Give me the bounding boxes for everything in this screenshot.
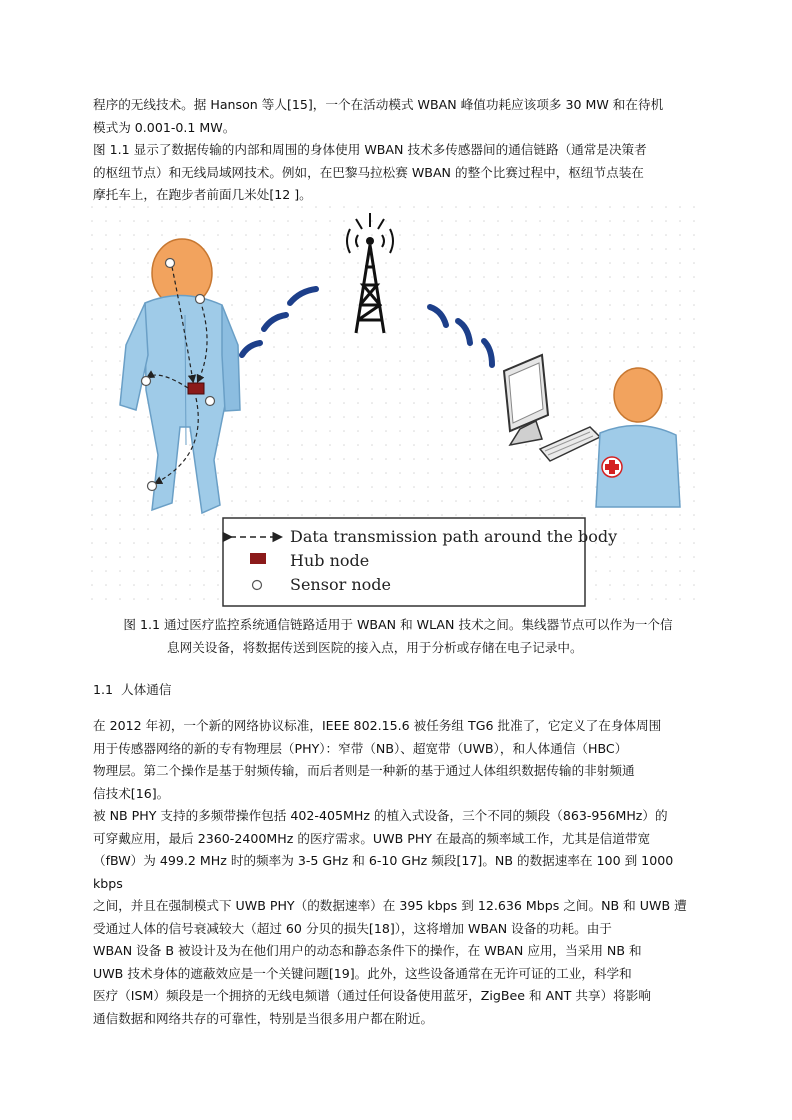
section-heading (93, 679, 171, 698)
legend-hub-icon (250, 553, 266, 564)
text-line: 在 2012 年初，一个新的网络协议标准，IEEE 802.15.6 被任务组 TG6 批准了，它定义了在身体周围 (93, 718, 662, 733)
sensor-node (148, 482, 157, 491)
figure-caption (93, 614, 703, 659)
caption-line: 息网关设备，将数据传送到医院的接入点，用于分析或存储在电子记录中。 (167, 639, 583, 655)
text-line: WBAN 设备 B 被设计及为在他们用户的动态和静态条件下的操作，在 WBAN 应用，当采用 NB 和 (93, 943, 642, 958)
text-line: 模式为 0.001-0.1 MW。 (93, 119, 236, 135)
wban-illustration (90, 205, 702, 608)
legend-path-label: Data transmission path around the body (290, 527, 618, 546)
figure-wban-diagram (90, 205, 702, 608)
sensor-node (166, 259, 175, 268)
text-line: 通信数据和网络共存的可靠性，特别是当很多用户都在附近。 (93, 1010, 434, 1026)
legend-hub-label: Hub node (290, 551, 370, 570)
sensor-node (142, 377, 151, 386)
text-line: 的枢纽节点）和无线局域网技术。例如，在巴黎马拉松赛 WBAN 的整个比赛过程中，枢纽节点装在 (93, 164, 644, 180)
text-line: 信技术[16]。 (93, 785, 170, 801)
text-line: 程序的无线技术。据 Hanson 等人[15]，一个在活动模式 WBAN 峰值功耗应该项多 30 MW 和在待机 (93, 97, 664, 112)
section-number: 1.1 (93, 682, 114, 697)
text-line: 摩托车上，在跑步者前面几米处[12 ]。 (93, 187, 312, 202)
text-line: 物理层。第二个操作是基于射频传输，而后者则是一种新的基于通过人体组织数据传输的非射频通 (93, 763, 635, 778)
body-paragraph-2 (93, 805, 703, 1030)
text-line: （fBW）为 499.2 MHz 时的频率为 3-5 GHz 和 6-10 GHz 频段[17]。NB 的数据速率在 100 到 1000 kbps (93, 853, 674, 891)
doctor-head (614, 368, 662, 422)
hub-node (188, 383, 204, 394)
text-line: UWB 技术身体的遮蔽效应是一个关键问题[19]。此外，这些设备通常在无许可证的工业，科学和 (93, 965, 632, 981)
text-line: 可穿戴应用，最后 2360-2400MHz 的医疗需求。UWB PHY 在最高的频率域工作，尤其是信道带宽 (93, 830, 651, 846)
legend-sensor-label: Sensor node (290, 575, 391, 594)
caption-line: 图 1.1 通过医疗监控系统通信链路适用于 WBAN 和 WLAN 技术之间。集线器节点可以作为一个信 (123, 617, 673, 632)
text-line: 之间，并且在强制模式下 UWB PHY（的数据速率）在 395 kbps 到 12.636 Mbps 之间。NB 和 UWB 遭 (93, 898, 687, 913)
sensor-node (206, 397, 215, 406)
body-paragraph-1 (93, 715, 703, 805)
text-line: 用于传感器网络的新的专有物理层（PHY）：窄带（NB）、超宽带（UWB），和人体通信（HBC） (93, 740, 628, 756)
section-title: 人体通信 (121, 682, 172, 697)
text-line: 医疗（ISM）频段是一个拥挤的无线电频谱（通过任何设备使用蓝牙，ZigBee 和 ANT 共享）将影响 (93, 988, 651, 1003)
legend (223, 518, 617, 606)
text-line: 受通过人体的信号衰减较大（超过 60 分贝的损失[18]），这将增加 WBAN 设备的功耗。由于 (93, 920, 612, 936)
intro-paragraph (93, 94, 703, 207)
text-line: 被 NB PHY 支持的多频带操作包括 402-405MHz 的植入式设备，三个不同的频段（863-956MHz）的 (93, 808, 668, 823)
text-line: 图 1.1 显示了数据传输的内部和周围的身体使用 WBAN 技术多传感器间的通信链路（通常是决策者 (93, 142, 647, 157)
legend-sensor-icon (253, 581, 262, 590)
sensor-node (196, 295, 205, 304)
